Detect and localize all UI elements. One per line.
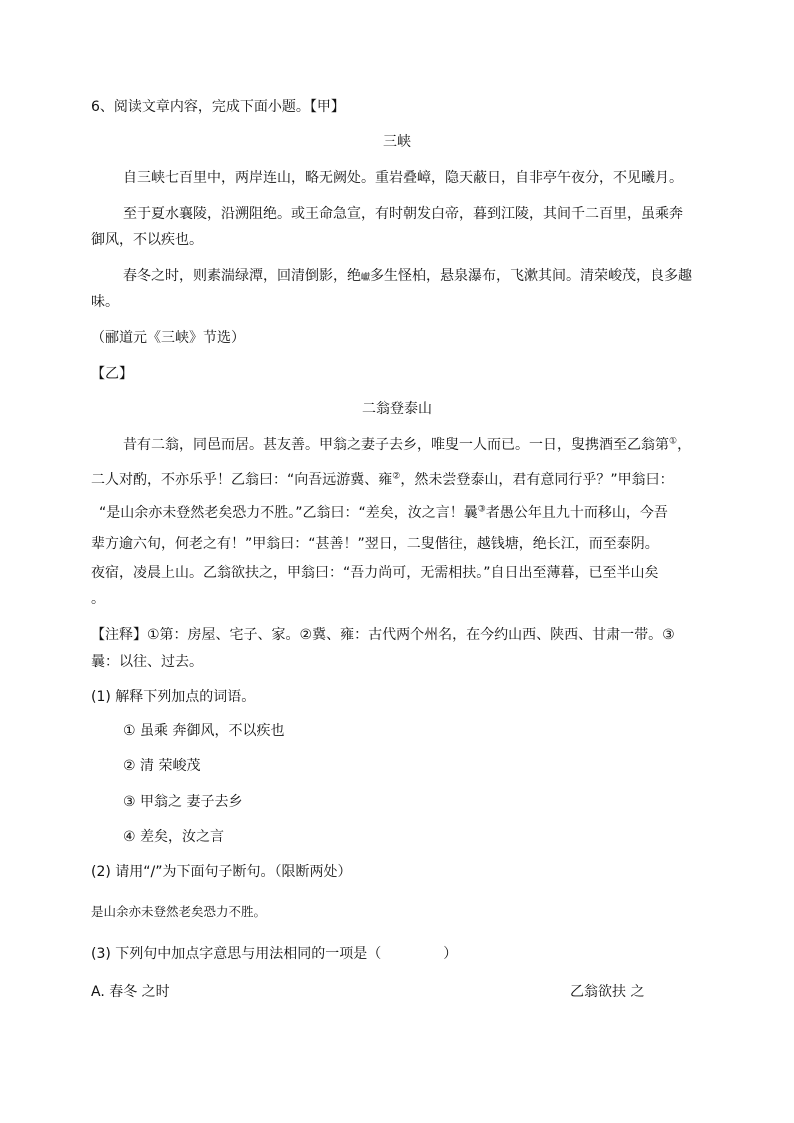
question-2-sentence: 是山余亦未登然老矣恐力不胜。 bbox=[91, 904, 267, 919]
yi-line-1-end: ， bbox=[677, 437, 692, 453]
notes-line-1: 【注释】①第：房屋、宅子、家。②冀、雍：古代两个州名，在今约山西、陕西、甘肃一带。③ bbox=[91, 627, 675, 643]
question-3-prompt-text: (3) 下列句中加点字意思与用法相同的一项是（ bbox=[91, 946, 382, 962]
passage-yi-line-4: 辈方逾六旬，何老之有！”甲翁曰：“甚善！”翌日，二叟偕往，越钱塘，绝长江，而至泰阴。 bbox=[91, 536, 659, 552]
question-2-prompt: (2) 请用“/”为下面句子断句。（限断两处） bbox=[91, 864, 352, 880]
option-a-right: 乙翁欲扶 之 bbox=[570, 984, 645, 1000]
passage-jia-source: （郦道元《三峡》节选） bbox=[91, 330, 245, 346]
question-6-header: 6、阅读文章内容，完成下面小题。【甲】 bbox=[91, 99, 345, 115]
yi-line-2-text-b: ，然未尝登泰山，君有意同行乎？”甲翁曰： bbox=[400, 472, 674, 488]
notes-line-2: 曩：以往、过去。 bbox=[91, 654, 203, 670]
footnote-marker-1: ① bbox=[669, 436, 678, 447]
paragraph-3-text-a: 春冬之时，则素湍绿潭，回清倒影，绝 bbox=[123, 268, 361, 284]
paragraph-3-text-b: 多生怪柏，悬泉瀑布，飞漱其间。清荣峻茂，良多趣 bbox=[370, 268, 693, 284]
passage-jia-paragraph-2-line-2: 御风，不以疾也。 bbox=[91, 232, 203, 248]
question-3-prompt-close: ） bbox=[443, 946, 458, 962]
yi-line-1-text: 昔有二翁，同邑而居。甚友善。甲翁之妻子去乡，唯叟一人而已。一日，叟携酒至乙翁第 bbox=[123, 437, 669, 453]
passage-yi-line-1 bbox=[123, 435, 691, 455]
question-1-item-4: ④ 差矣，汝之言 bbox=[123, 829, 225, 845]
passage-jia-paragraph-3-line-1 bbox=[123, 266, 692, 288]
yi-line-3-text-a: “是山余亦未登然老矣恐力不胜。”乙翁曰：“差矣，汝之言！曩 bbox=[99, 505, 478, 521]
passage-yi-title: 二翁登泰山 bbox=[362, 401, 432, 417]
question-1-prompt: (1) 解释下列加点的词语。 bbox=[91, 689, 256, 705]
passage-yi-line-6: 。 bbox=[91, 591, 105, 607]
passage-jia-paragraph-2-line-1: 至于夏水襄陵，沿溯阻绝。或王命急宣，有时朝发白帝，暮到江陵，其间千二百里，虽乘奔 bbox=[123, 206, 683, 222]
passage-yi-label: 【乙】 bbox=[91, 366, 133, 382]
question-1-item-2: ② 清 荣峻茂 bbox=[123, 758, 201, 774]
question-1-item-1: ① 虽乘 奔御风，不以疾也 bbox=[123, 723, 285, 739]
question-3-prompt bbox=[91, 944, 457, 964]
footnote-marker-3: ③ bbox=[477, 504, 486, 515]
yi-line-3-text-b: 者愚公年且九十而移山，今吾 bbox=[485, 505, 668, 521]
passage-jia-paragraph-3-line-2: 味。 bbox=[91, 294, 119, 310]
question-1-item-3: ③ 甲翁之 妻子去乡 bbox=[123, 794, 243, 810]
passage-yi-line-5: 夜宿，凌晨上山。乙翁欲扶之，甲翁曰：“吾力尚可，无需相扶。”自日出至薄暮，已至半山矣 bbox=[91, 565, 659, 581]
paragraph-3-small-char: 巘 bbox=[361, 273, 371, 283]
passage-yi-line-3 bbox=[99, 503, 668, 523]
passage-jia-paragraph-1: 自三峡七百里中，两岸连山，略无阙处。重岩叠嶂，隐天蔽日，自非亭午夜分，不见曦月。 bbox=[123, 170, 683, 186]
footnote-marker-2: ② bbox=[392, 471, 401, 482]
yi-line-2-text-a: 二人对酌，不亦乐乎！乙翁曰：“向吾远游冀、雍 bbox=[91, 472, 393, 488]
passage-yi-line-2 bbox=[91, 470, 674, 490]
passage-jia-title: 三峡 bbox=[383, 134, 411, 150]
option-a-left: A. 春冬 之时 bbox=[91, 984, 170, 1000]
